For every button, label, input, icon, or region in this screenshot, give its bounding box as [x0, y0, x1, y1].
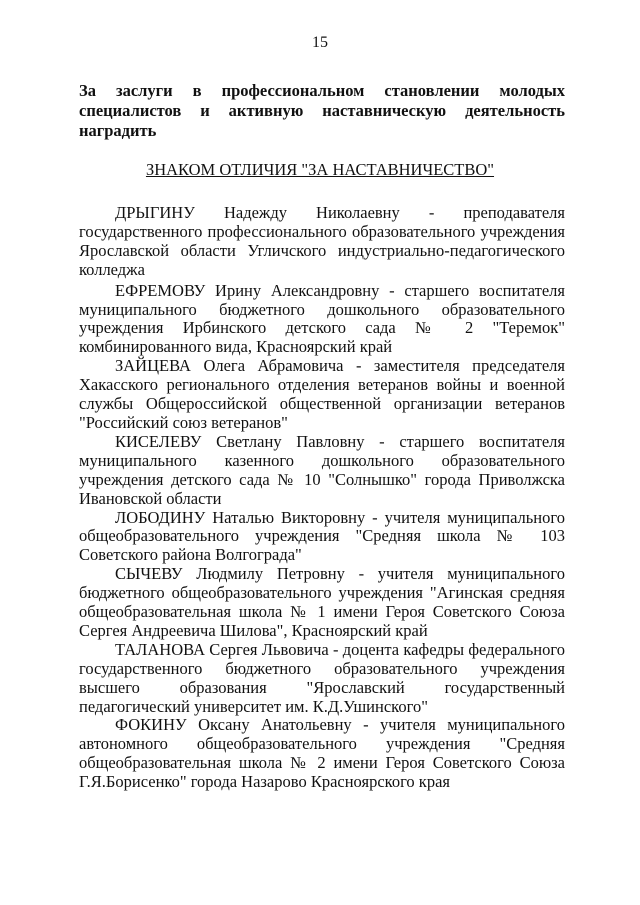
nominee-list [79, 204, 565, 792]
nominee-entry: ЗАЙЦЕВА Олега Абрамовича - заместителя председателя Хакасского регионального отделения ветеранов войны и военной службы Общероссийской общественной организации ветеранов "Российский союз ветеранов" [79, 356, 565, 432]
nominee-entry: ЛОБОДИНУ Наталью Викторовну - учителя муниципального общеобразовательного учреждения "Средняя школа № 103 Советского района Волгограда" [79, 507, 565, 565]
nominee-entry: КИСЕЛЕВУ Светлану Павловну - старшего воспитателя муниципального казенного дошкольного образовательного учреждения детского сада № 10 "Солнышко" города Приволжска Ивановской области [79, 431, 565, 508]
award-title-text: ЗНАКОМ ОТЛИЧИЯ "ЗА НАСТАВНИЧЕСТВО" [145, 160, 495, 179]
award-heading: За заслуги в профессиональном становлении молодых специалистов и активную наставническую деятельность наградить [79, 81, 565, 140]
page-number: 15 [312, 34, 328, 51]
nominee-entry: ДРЫГИНУ Надежду Николаевну - преподавателя государственного профессионального образовательного учреждения Ярославской области Угличского индустриально-педагогического колледжа [79, 203, 565, 279]
nominee-entry: СЫЧЕВУ Людмилу Петровну - учителя муниципального бюджетного общеобразовательного учреждения "Агинская средняя общеобразовательная школа № 1 имени Героя Советского Союза Сергея Андреевича Шилова", Красноярский край [79, 564, 565, 640]
award-title [0, 160, 640, 180]
nominee-entry: ЕФРЕМОВУ Ирину Александровну - старшего воспитателя муниципального бюджетного дошкольного образовательного учреждения Ирбинского детского сада № 2 "Теремок" комбинированного вида, Красноярский край [79, 280, 565, 357]
nominee-entry: ТАЛАНОВА Сергея Львовича - доцента кафедры федерального государственного бюджетного образовательного учреждения высшего образования "Ярославский государственный педагогический университет им. К.Д.Ушинского" [79, 639, 565, 716]
nominee-entry: ФОКИНУ Оксану Анатольевну - учителя муниципального автономного общеобразовательного учреждения "Средняя общеобразовательная школа № 2 имени Героя Советского Союза Г.Я.Борисенко" города Назарово Красноярского края [79, 715, 565, 792]
